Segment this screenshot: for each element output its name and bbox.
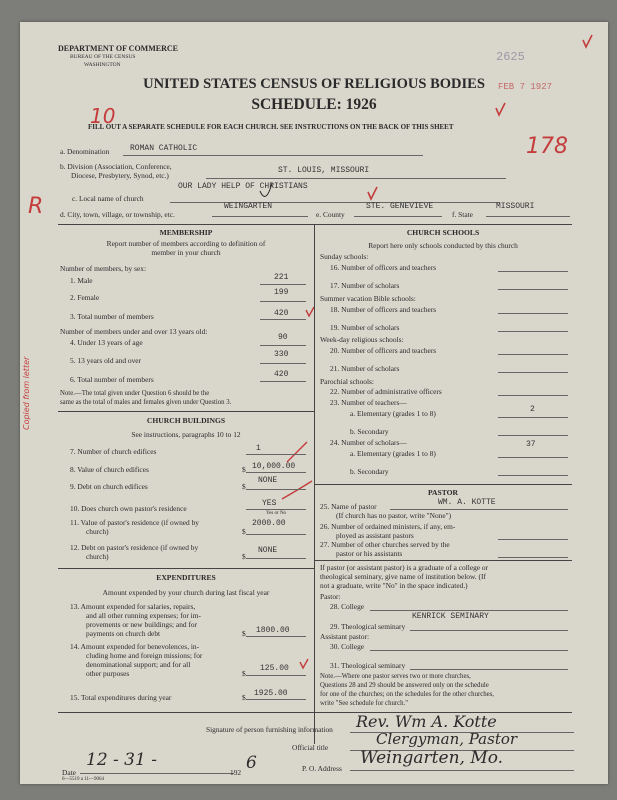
received-date-stamp: FEB 7 1927 — [498, 82, 553, 92]
q11-label-2: church) — [86, 527, 109, 536]
local-name-label: c. Local name of church — [72, 194, 144, 203]
expenditures-sub: Amount expended by your church during last fiscal year — [102, 588, 270, 597]
state-label: f. State — [452, 210, 473, 219]
division-label-2: Diocese, Presbytery, Synod, etc.) — [71, 171, 169, 180]
q8-value: 10,000.00 — [252, 462, 296, 471]
division-value: ST. LOUIS, MISSOURI — [278, 166, 370, 175]
q10-label: 10. Does church own pastor's residence — [70, 504, 187, 513]
city-label: d. City, town, village, or township, etc. — [60, 210, 175, 219]
by-age-label: Number of members under and over 13 years old: — [60, 327, 208, 336]
membership-title: MEMBERSHIP — [159, 228, 213, 237]
city-name: WASHINGTON — [84, 62, 121, 68]
division-label-1: b. Division (Association, Conference, — [60, 162, 172, 171]
q24-label: 24. Number of scholars— — [330, 438, 407, 447]
q4-value: 90 — [278, 333, 288, 342]
expenditures-title: EXPENDITURES — [156, 573, 216, 582]
q4-label: 4. Under 13 years of age — [70, 338, 143, 347]
census-schedule-page — [20, 22, 608, 784]
yes-no-hint: Yes or No — [266, 511, 287, 516]
q5-value: 330 — [274, 350, 289, 359]
red-mark-178: 178 — [526, 134, 568, 159]
q25-label: 25. Name of pastor — [320, 502, 377, 511]
q13-label-4: payments on church debt — [86, 629, 161, 638]
q9-label: 9. Debt on church edifices — [70, 482, 148, 491]
q30-label: 30. College — [330, 642, 365, 651]
q19-label: 19. Number of scholars — [330, 323, 400, 332]
q11-value: 2000.00 — [252, 519, 286, 528]
q22-label: 22. Number of administrative officers — [330, 387, 442, 396]
q13-label-3: provements or new buildings; and for — [86, 620, 198, 629]
q15-value: 1925.00 — [254, 689, 288, 698]
instruction-line: FILL OUT A SEPARATE SCHEDULE FOR EACH CHURCH. SEE INSTRUCTIONS ON THE BACK OF THIS SHEET — [88, 123, 454, 131]
pastor-note-2: Questions 28 and 29 should be answered only on the schedule — [320, 682, 489, 689]
denomination-label: a. Denomination — [60, 147, 110, 156]
red-mark-r: R — [28, 194, 44, 219]
q15-label: 15. Total expenditures during year — [70, 693, 172, 702]
red-mark-ten: 10 — [90, 104, 116, 128]
state-value: MISSOURI — [496, 202, 535, 211]
buildings-title: CHURCH BUILDINGS — [146, 416, 226, 425]
pastor-note-1: Note.—Where one pastor serves two or more churches, — [320, 673, 471, 680]
pastor-sublabel: Pastor: — [320, 592, 341, 601]
q5-label: 5. 13 years old and over — [70, 356, 142, 365]
schools-title: CHURCH SCHOOLS — [406, 228, 480, 237]
q12-dollar: $ — [242, 552, 246, 561]
by-sex-label: Number of members, by sex: — [60, 264, 146, 273]
official-title-label: Official title — [292, 743, 329, 752]
pastor-instruction-2: theological seminary, give name of institution below. (If — [320, 572, 486, 581]
q29-label: 29. Theological seminary — [330, 622, 406, 631]
q13-label-2: and all other running expenses; for im- — [86, 611, 201, 620]
membership-note-2: same as the total of males and females given under Question 3. — [60, 399, 232, 406]
local-name-value: OUR LADY HELP OF CHRISTIANS — [178, 182, 308, 191]
q27-label-1: 27. Number of other churches served by the — [320, 540, 450, 549]
q31-label: 31. Theological seminary — [330, 661, 406, 670]
q6-value: 420 — [274, 370, 289, 379]
q12-label-1: 12. Debt on pastor's residence (if owned by — [70, 543, 199, 552]
pastor-note-3: for one of the churches; on the schedules for the other churches, — [320, 691, 495, 698]
q2-value: 199 — [274, 288, 289, 297]
pastor-note-4: write "See schedule for church." — [320, 700, 409, 707]
q27-label-2: pastor or his assistants — [336, 549, 403, 558]
official-title-value: Clergyman, Pastor — [376, 730, 518, 748]
q14-label-1: 14. Amount expended for benevolences, in- — [70, 642, 200, 651]
assistant-pastor-label: Assistant pastor: — [320, 632, 370, 641]
q13-label-1: 13. Amount expended for salaries, repairs, — [70, 602, 196, 611]
q3-value: 420 — [274, 309, 289, 318]
q13-value: 1800.00 — [256, 626, 290, 635]
q14-label-2: cluding home and foreign missions; for — [86, 651, 203, 660]
q14-dollar: $ — [242, 669, 246, 678]
schools-sub: Report here only schools conducted by this church — [368, 241, 518, 250]
q14-label-3: denominational support; and for all — [86, 660, 191, 669]
q24a-value: 37 — [526, 440, 536, 449]
q7-value: 1 — [256, 444, 261, 453]
pastor-instruction-1: If pastor (or assistant pastor) is a graduate of a college or — [320, 563, 489, 572]
signature-label: Signature of person furnishing information — [206, 725, 333, 734]
county-value: STE. GENEVIEVE — [366, 202, 434, 211]
date-label: Date — [62, 768, 76, 777]
city-value: WEINGARTEN — [224, 202, 273, 211]
buildings-sub: See instructions, paragraphs 10 to 12 — [131, 430, 241, 439]
q28-label: 28. College — [330, 602, 365, 611]
q1-value: 221 — [274, 273, 289, 282]
denomination-value: ROMAN CATHOLIC — [130, 144, 198, 153]
q9-dollar: $ — [242, 482, 246, 491]
q9-value: NONE — [258, 476, 278, 485]
q25-value: WM. A. KOTTE — [438, 498, 496, 507]
q1-label: 1. Male — [70, 276, 93, 285]
q6-label: 6. Total number of members — [70, 375, 154, 384]
address-label: P. O. Address — [302, 764, 342, 773]
q23-label: 23. Number of teachers— — [330, 398, 407, 407]
year-digit: 6 — [246, 753, 257, 773]
date-value: 12 - 31 - — [86, 750, 157, 770]
county-label: e. County — [316, 210, 345, 219]
q11-dollar: $ — [242, 527, 246, 536]
q24b-label: b. Secondary — [350, 467, 389, 476]
q11-label-1: 11. Value of pastor's residence (if owned by — [70, 518, 199, 527]
q23a-label: a. Elementary (grades 1 to 8) — [350, 409, 436, 418]
pastor-title: PASTOR — [427, 488, 459, 497]
schedule-title: SCHEDULE: 1926 — [251, 96, 377, 113]
q17-label: 17. Number of scholars — [330, 281, 400, 290]
q3-label: 3. Total number of members — [70, 312, 154, 321]
q24a-label: a. Elementary (grades 1 to 8) — [350, 449, 436, 458]
parochial-label: Parochial schools: — [320, 377, 374, 386]
signature-value: Rev. Wm A. Kotte — [356, 712, 497, 731]
form-code: 6—5519 a 11—9064 — [62, 777, 105, 782]
year-prefix: 192 — [230, 768, 242, 777]
q23b-label: b. Secondary — [350, 427, 389, 436]
q20-label: 20. Number of officers and teachers — [330, 346, 437, 355]
q7-label: 7. Number of church edifices — [70, 447, 157, 456]
q14-label-4: other purposes — [86, 669, 130, 678]
q12-value: NONE — [258, 546, 278, 555]
form-title: UNITED STATES CENSUS OF RELIGIOUS BODIES — [143, 76, 485, 92]
q18-label: 18. Number of officers and teachers — [330, 305, 437, 314]
margin-note: Copied from letter — [22, 356, 31, 430]
q26-label-2: ployed as assistant pastors — [336, 531, 414, 540]
q21-label: 21. Number of scholars — [330, 364, 400, 373]
department-name: DEPARTMENT OF COMMERCE — [58, 44, 179, 53]
q2-label: 2. Female — [70, 293, 100, 302]
weekday-label: Week-day religious schools: — [320, 335, 404, 344]
vacation-label: Summer vacation Bible schools: — [320, 294, 416, 303]
q29-value: KENRICK SEMINARY — [412, 612, 489, 621]
membership-note-1: Note.—The total given under Question 6 should be the — [60, 390, 210, 397]
q23a-value: 2 — [530, 405, 535, 414]
q16-label: 16. Number of officers and teachers — [330, 263, 437, 272]
address-value: Weingarten, Mo. — [360, 748, 504, 768]
form-number: 2625 — [496, 50, 525, 64]
q8-label: 8. Value of church edifices — [70, 465, 149, 474]
bureau-name: BUREAU OF THE CENSUS — [70, 54, 136, 60]
sunday-label: Sunday schools: — [320, 252, 369, 261]
membership-sub-1: Report number of members according to definition of — [106, 239, 266, 248]
pastor-instruction-3: not a graduate, write "No" in the space indicated.) — [320, 581, 468, 590]
q8-dollar: $ — [242, 465, 246, 474]
q25-note: (If church has no pastor, write "None") — [336, 511, 452, 520]
q13-dollar: $ — [242, 629, 246, 638]
q26-label-1: 26. Number of ordained ministers, if any, em- — [320, 522, 456, 531]
q12-label-2: church) — [86, 552, 109, 561]
membership-sub-2: member in your church — [151, 248, 221, 257]
q15-dollar: $ — [242, 693, 246, 702]
q10-value: YES — [262, 499, 277, 508]
q14-value: 125.00 — [260, 664, 289, 673]
